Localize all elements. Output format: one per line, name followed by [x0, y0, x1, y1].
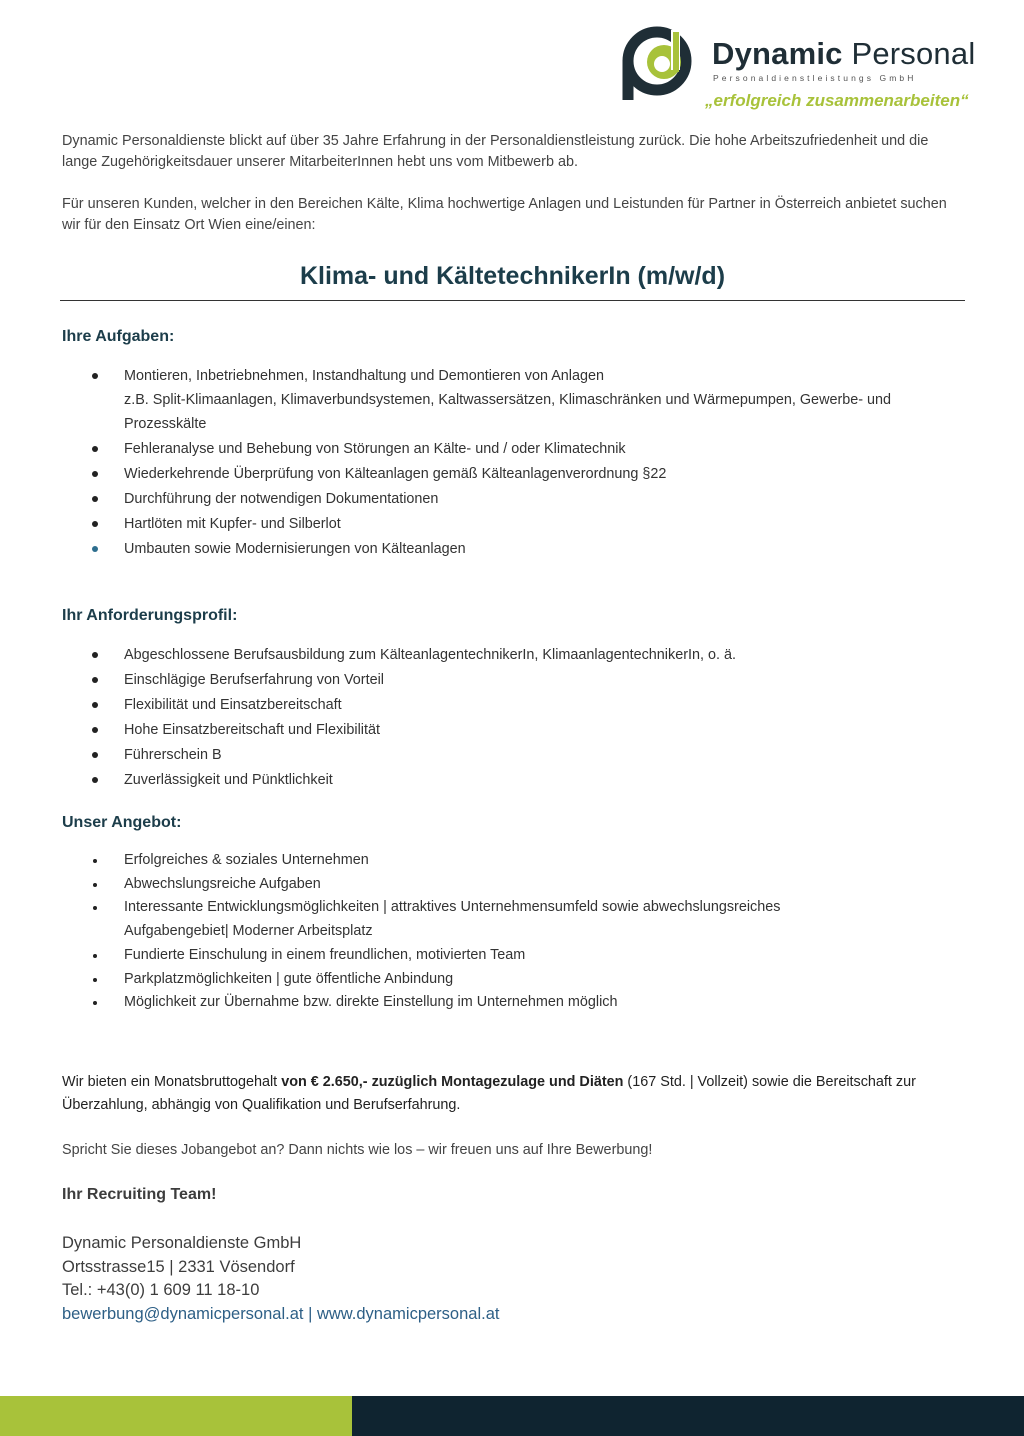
- title-divider: [60, 300, 965, 301]
- list-item: [92, 537, 972, 561]
- list-item-text: Erfolgreiches & soziales Unternehmen: [124, 852, 369, 868]
- list-item-text: Umbauten sowie Modernisierungen von Kälteanlagen: [124, 541, 466, 557]
- bullet-icon: [93, 1001, 97, 1005]
- list-item: [92, 668, 972, 692]
- list-item-text: Fundierte Einschulung in einem freundlichen, motivierten Team: [124, 946, 526, 963]
- brand-name-bold: Dynamic: [712, 36, 843, 71]
- list-item: [92, 462, 972, 486]
- bullet-icon: [92, 373, 98, 379]
- bullet-icon: [93, 978, 97, 982]
- list-item: [92, 364, 972, 436]
- list-item-text: Abwechslungsreiche Aufgaben: [124, 875, 321, 892]
- list-item-text: Einschlägige Berufserfahrung von Vorteil: [124, 672, 384, 688]
- link-separator: |: [303, 1304, 317, 1323]
- intro-paragraph-2: Für unseren Kunden, welcher in den Bereichen Kälte, Klima hochwertige Anlagen und Leistunden für Partner in Österreich anbietet suchen wir für den Einsatz Ort Wien eine/einen:: [62, 196, 947, 233]
- list-item-text: Führerschein B: [124, 747, 222, 763]
- bullet-icon: [93, 859, 97, 863]
- bullet-icon: [92, 727, 98, 733]
- list-item-text: Hartlöten mit Kupfer- und Silberlot: [124, 516, 341, 532]
- bullet-icon: [92, 752, 98, 758]
- list-item: [92, 873, 972, 897]
- salary-text-before: Wir bieten ein Monatsbruttogehalt: [62, 1074, 282, 1090]
- list-item-text: Interessante Entwicklungsmöglichkeiten | attraktives Unternehmensumfeld sowie abwechslungsreiches Aufgabengebiet| Moderner Arbeitsplatz: [124, 899, 781, 940]
- brand-name: [712, 36, 975, 72]
- tasks-list: [92, 364, 972, 562]
- salary-amount: von € 2.650,- zuzüglich Montagezulage und Diäten: [281, 1074, 624, 1090]
- list-item: [92, 968, 972, 992]
- list-item: [92, 896, 972, 943]
- list-item-text: Hohe Einsatzbereitschaft und Flexibilität: [124, 722, 380, 738]
- bullet-icon: [92, 471, 98, 477]
- footer-bar-green: [0, 1396, 352, 1436]
- list-item: [92, 437, 972, 461]
- list-item: [92, 849, 972, 873]
- bullet-icon: [92, 677, 98, 683]
- bullet-icon: [92, 546, 98, 552]
- bullet-icon: [92, 521, 98, 527]
- list-item: [92, 718, 972, 742]
- company-logo: [620, 24, 1000, 120]
- list-item-subtext: z.B. Split-Klimaanlagen, Klimaverbundsystemen, Kaltwassersätzen, Klimaschränken und Wärmepumpen, Gewerbe- und Prozesskälte: [124, 392, 892, 432]
- dp-logo-icon: [620, 24, 700, 100]
- bullet-icon: [92, 702, 98, 708]
- offer-list: [92, 849, 972, 1015]
- footer-bar-dark: [352, 1396, 1024, 1436]
- job-title: Klima- und KältetechnikerIn (m/w/d): [299, 262, 726, 290]
- contact-company: Dynamic Personaldienste GmbH: [62, 1234, 302, 1252]
- list-item: [92, 944, 972, 968]
- offer-heading: Unser Angebot:: [62, 814, 182, 831]
- list-item: [92, 512, 972, 536]
- list-item: [92, 991, 972, 1015]
- salary-text-after: (167 Std. | Vollzeit) sowie die Bereitschaft zur Überzahlung, abhängig von Qualifikation und Berufserfahrung.: [62, 1074, 916, 1113]
- list-item-text: Durchführung der notwendigen Dokumentationen: [124, 491, 439, 507]
- tasks-heading: Ihre Aufgaben:: [62, 328, 175, 345]
- bullet-icon: [93, 883, 97, 887]
- list-item: [92, 768, 972, 792]
- list-item: [92, 693, 972, 717]
- website-link[interactable]: www.dynamicpersonal.at: [316, 1304, 500, 1323]
- contact-links: [62, 1303, 499, 1327]
- closing-text: Spricht Sie dieses Jobangebot an? Dann nichts wie los – wir freuen uns auf Ihre Bewerbung!: [62, 1142, 653, 1158]
- list-item: [92, 487, 972, 511]
- list-item-text: Wiederkehrende Überprüfung von Kälteanlagen gemäß Kälteanlagenverordnung §22: [124, 466, 667, 482]
- requirements-list: [92, 643, 972, 793]
- brand-subtitle: Personaldienstleistungs GmbH: [713, 73, 917, 83]
- bullet-icon: [92, 652, 98, 658]
- email-link[interactable]: bewerbung@dynamicpersonal.at: [62, 1304, 304, 1323]
- list-item: [92, 743, 972, 767]
- list-item-text: Flexibilität und Einsatzbereitschaft: [124, 697, 342, 713]
- requirements-heading: Ihr Anforderungsprofil:: [62, 607, 238, 624]
- signoff: Ihr Recruiting Team!: [62, 1186, 217, 1203]
- bullet-icon: [92, 446, 98, 452]
- brand-name-light: Personal: [851, 36, 976, 71]
- list-item-text: Zuverlässigkeit und Pünktlichkeit: [124, 772, 333, 788]
- list-item-text: Fehleranalyse und Behebung von Störungen an Kälte- und / oder Klimatechnik: [124, 441, 626, 457]
- list-item-text: Abgeschlossene Berufsausbildung zum KälteanlagentechnikerIn, KlimaanlagentechnikerIn, o. ä.: [124, 647, 736, 663]
- list-item-text: Montieren, Inbetriebnehmen, Instandhaltung und Demontieren von Anlagen: [124, 368, 605, 384]
- contact-block: [62, 1232, 499, 1326]
- contact-phone: Tel.: +43(0) 1 609 11 18-10: [62, 1281, 260, 1299]
- intro-paragraph-1: Dynamic Personaldienste blickt auf über 35 Jahre Erfahrung in der Personaldienstleistung zurück. Die hohe Arbeitszufriedenheit und die lange Zugehörigkeitsdauer unserer MitarbeiterInnen hebt uns vom Mitbewerb ab.: [62, 133, 929, 170]
- salary-paragraph: [62, 1071, 962, 1117]
- list-item-text: Möglichkeit zur Übernahme bzw. direkte Einstellung im Unternehmen möglich: [124, 994, 618, 1011]
- list-item: [92, 643, 972, 667]
- contact-address: Ortsstrasse15 | 2331 Vösendorf: [62, 1257, 295, 1276]
- brand-slogan: „erfolgreich zusammenarbeiten“: [705, 91, 969, 110]
- bullet-icon: [92, 777, 98, 783]
- bullet-icon: [93, 906, 97, 910]
- bullet-icon: [92, 496, 98, 502]
- list-item-text: Parkplatzmöglichkeiten | gute öffentliche Anbindung: [124, 970, 454, 987]
- bullet-icon: [93, 954, 97, 958]
